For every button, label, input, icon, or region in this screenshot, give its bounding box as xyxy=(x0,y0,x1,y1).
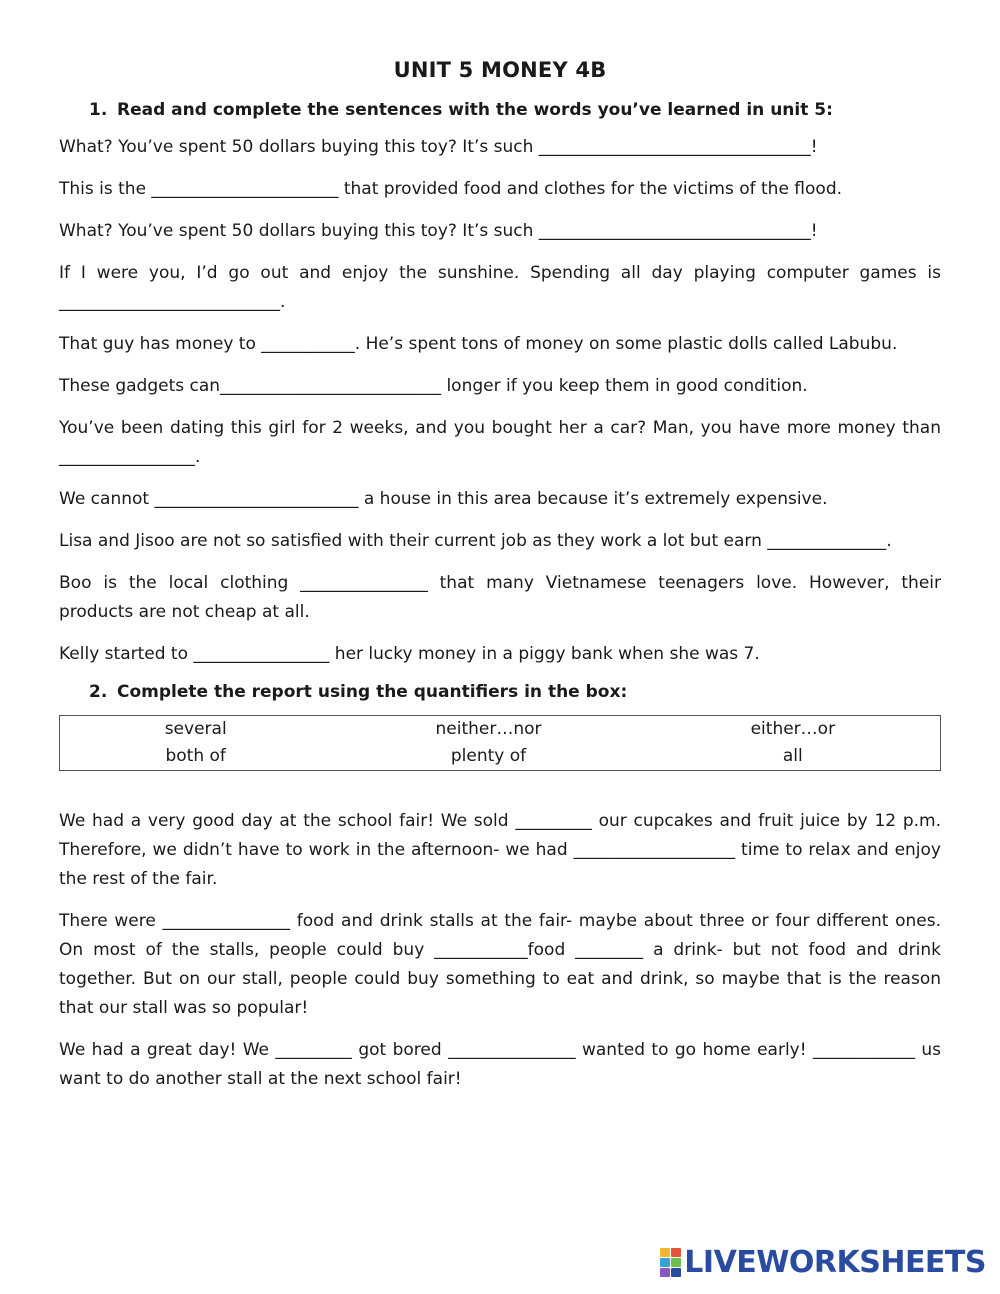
sentence-7: You’ve been dating this girl for 2 weeks, and you bought her a car? Man, you have more money than ________________. xyxy=(59,418,941,467)
section-1-instruction: Read and complete the sentences with the words you’ve learned in unit 5: xyxy=(117,100,833,120)
logo-block xyxy=(671,1258,681,1267)
section-2-instruction: Complete the report using the quantifiers in the box: xyxy=(117,682,628,702)
section-1-heading xyxy=(89,100,941,120)
quantifier-word: several xyxy=(164,719,227,739)
report-paragraph-2: There were _______________ food and drink stalls at the fair- maybe about three or four different ones. On most of the stalls, people could buy ___________food ________ a drink- but not food and drink together. But on our stall, people could buy something to eat and drink, so maybe that is the reason that our stall was so popular! xyxy=(59,911,941,1018)
logo-block xyxy=(660,1248,670,1257)
page-title: UNIT 5 MONEY 4B xyxy=(393,58,607,82)
quantifier-word: all xyxy=(782,746,803,766)
logo-block xyxy=(671,1268,681,1277)
report-text xyxy=(59,807,941,1094)
logo-blocks-icon xyxy=(660,1248,681,1277)
logo-block xyxy=(671,1248,681,1257)
quantifier-row xyxy=(60,743,940,770)
sentence-9: Lisa and Jisoo are not so satisfied with their current job as they work a lot but earn ______________. xyxy=(59,531,892,551)
report-paragraph-1: We had a very good day at the school fair! We sold _________ our cupcakes and fruit juice by 12 p.m. Therefore, we didn’t have to work in the afternoon- we had ___________________ time to relax and enjoy the rest of the fair. xyxy=(59,811,941,889)
sentence-6: These gadgets can__________________________ longer if you keep them in good condition. xyxy=(59,376,808,396)
sentence-2: This is the ______________________ that provided food and clothes for the victims of the flood. xyxy=(59,179,843,199)
sentence-1: What? You’ve spent 50 dollars buying this toy? It’s such ________________________________! xyxy=(59,137,818,157)
quantifier-word: either…or xyxy=(750,719,836,739)
liveworksheets-logo xyxy=(660,1245,986,1280)
report-paragraph-3: We had a great day! We _________ got bored _______________ wanted to go home early! ____________ us want to do another stall at the next school fair! xyxy=(59,1040,941,1089)
quantifier-box xyxy=(59,715,941,771)
sentence-4: If I were you, I’d go out and enjoy the sunshine. Spending all day playing computer games is __________________________. xyxy=(59,263,941,312)
section-2-number: 2. xyxy=(89,682,108,702)
logo-block xyxy=(660,1258,670,1267)
quantifier-word: plenty of xyxy=(450,746,527,766)
sentence-5: That guy has money to ___________. He’s spent tons of money on some plastic dolls called Labubu. xyxy=(59,334,898,354)
logo-block xyxy=(660,1268,670,1277)
worksheet-page xyxy=(59,58,941,1107)
section-1-sentences xyxy=(59,133,941,669)
quantifier-word: neither…nor xyxy=(435,719,542,739)
quantifier-word: both of xyxy=(165,746,226,766)
sentence-10: Boo is the local clothing _______________ that many Vietnamese teenagers love. However, their products are not cheap at all. xyxy=(59,573,941,622)
section-2-heading xyxy=(89,682,941,702)
sentence-3: What? You’ve spent 50 dollars buying this toy? It’s such ________________________________! xyxy=(59,221,818,241)
section-1-number: 1. xyxy=(89,100,108,120)
logo-text: LIVEWORKSHEETS xyxy=(684,1245,986,1280)
quantifier-row xyxy=(60,716,940,743)
sentence-11: Kelly started to ________________ her lucky money in a piggy bank when she was 7. xyxy=(59,644,760,664)
sentence-8: We cannot ________________________ a house in this area because it’s extremely expensive. xyxy=(59,489,828,509)
